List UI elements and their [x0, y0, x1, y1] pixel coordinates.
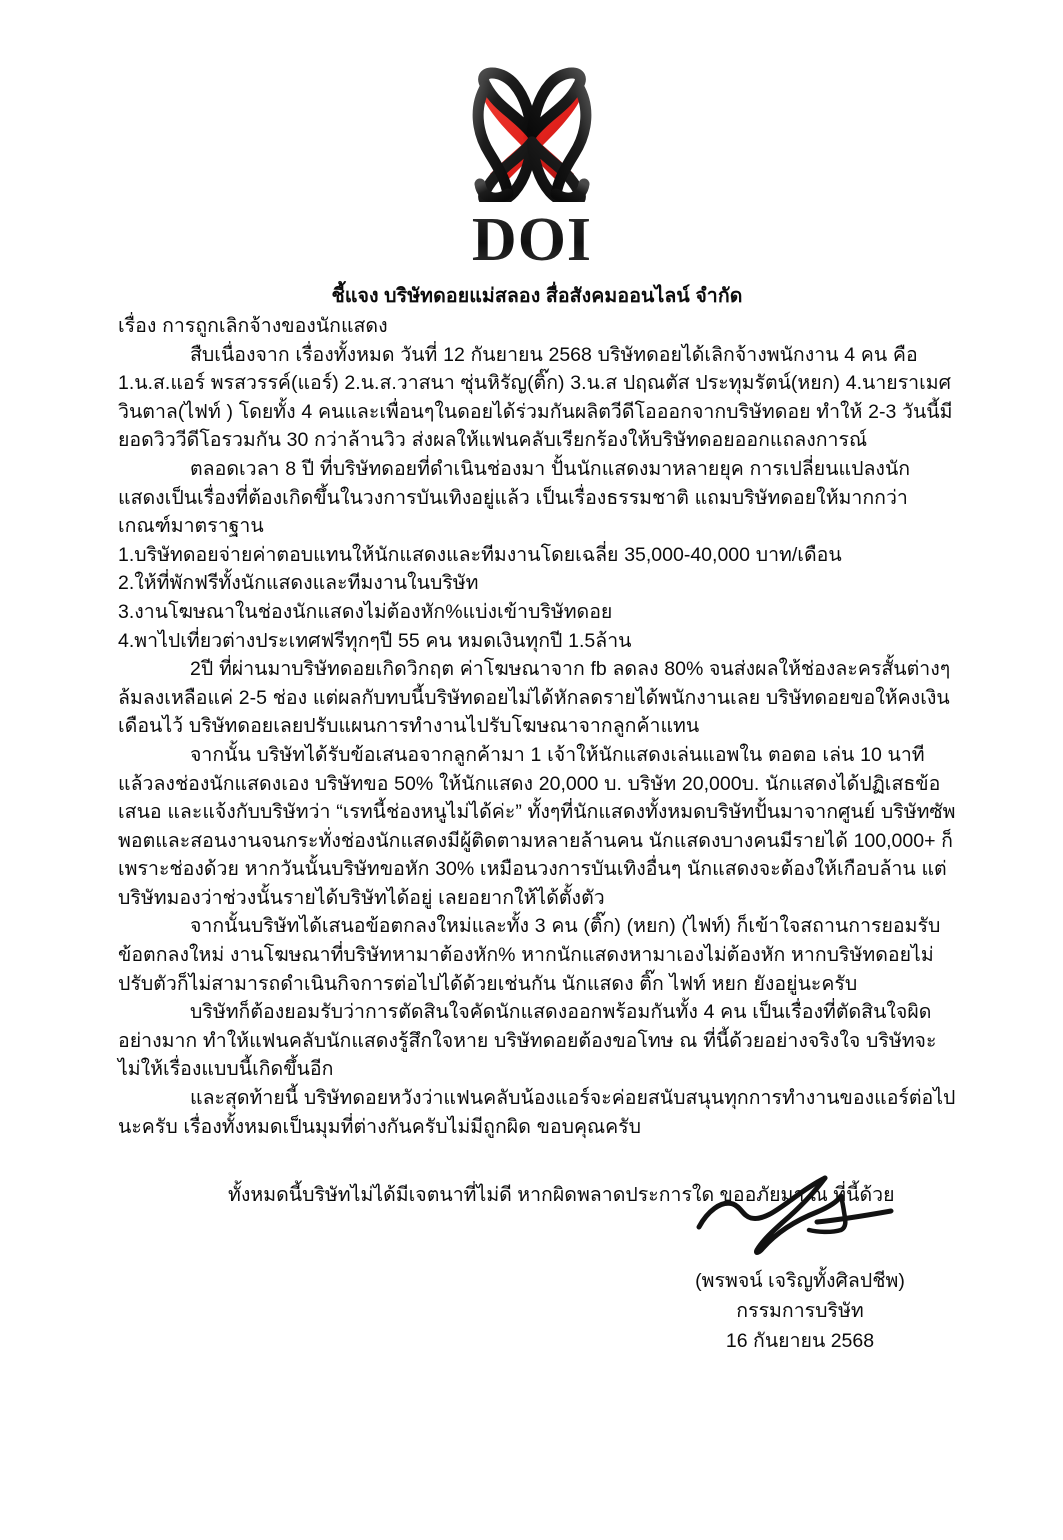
paragraph-5: จากนั้น บริษัทได้รับข้อเสนอจากลูกค้ามา 1 เจ้าให้นักแสดงเล่นแอพใน ตอตอ เล่น 10 นาทีแล้วลงช่องนักแสดงเอง บริษัทขอ 50% ให้นักแสดง 20,000 บ. บริษัท 20,000บ. นักแสดงได้ปฏิเสธข้อเสนอ และแจ้งกับบริษัทว่า “เรทนี้ช่องหนูไม่ได้ค่ะ” ทั้งๆที่นักแสดงทั้งหมดบริษัทปั้นมาจากศูนย์ บริษัทซัพพอตและสอนงานจนกระทั่งช่องนักแสดงมีผู้ติดตามหลายล้านคน นักแสดงบางคนมีรายได้ 100,000+ ก็เพราะช่องด้วย หากวันนั้นบริษัทขอหัก 30% เหมือนวงการบันเทิงอื่นๆ นักแสดงจะต้องให้เกือบล้าน แต่บริษัทมองว่าช่วงนั้นรายได้บริษัทได้อยู่ เลยอยากให้ได้ตั้งตัว: [118, 743, 956, 909]
benefit-item-2: 2.ให้ที่พักฟรีทั้งนักแสดงและทีมงานในบริษัท: [118, 572, 479, 595]
signatory-name: (พรพจน์ เจริญทั้งศิลปชีพ): [695, 1270, 905, 1292]
paragraph-8: และสุดท้ายนี้ บริษัทดอยหวังว่าแฟนคลับน้องแอร์จะค่อยสนับสนุนทุกการทำงานของแอร์ต่อไปนะครับ เรื่องทั้งหมดเป็นมุมที่ต่างกันครับไม่มีถูกผิด ขอบคุณครับ: [118, 1087, 956, 1138]
doi-butterfly-logo-icon: [456, 62, 608, 202]
page-title: ชี้แจง บริษัทดอยแม่สลอง สื่อสังคมออนไลน์ จำกัด: [331, 285, 743, 307]
paragraph-3: ตลอดเวลา 8 ปี ที่บริษัทดอยที่ดำเนินช่องมา ปั้นนักแสดงมาหลายยุค การเปลี่ยนแปลงนักแสดงเป็นเรื่องที่ต้องเกิดขึ้นในวงการบันเทิงอยู่แล้ว เป็นเรื่องธรรมชาติ แถมบริษัทดอยให้มากกว่าเกณฑ์มาตราฐาน: [118, 457, 911, 538]
document-body: [118, 283, 956, 1210]
paragraph-1: สืบเนื่องจาก เรื่องทั้งหมด วันที่ 12 กันยายน 2568 บริษัทดอยได้เลิกจ้างพนักงาน 4 คน คือ: [190, 343, 918, 366]
handwritten-signature-icon: [685, 1160, 915, 1260]
paragraph-4: 2ปี ที่ผ่านมาบริษัทดอยเกิดวิกฤต ค่าโฆษณาจาก fb ลดลง 80% จนส่งผลให้ช่องละครสั้นต่างๆ ล้มลงเหลือแค่ 2-5 ช่อง แต่ผลกับทบนี้บริษัทดอยไม่ได้หักลดรายได้พนักงานเลย บริษัทดอยขอให้คงเงินเดือนไว้ บริษัทดอยเลยปรับแผนการทำงานไปรับโฆษณาจากลูกค้าแทน: [118, 658, 951, 738]
paragraph-7: บริษัทก็ต้องยอมรับว่าการตัดสินใจคัดนักแสดงออกพร้อมกันทั้ง 4 คน เป็นเรื่องที่ตัดสินใจผิดอย่างมาก ทำให้แฟนคลับนักแสดงรู้สึกใจหาย บริษัทดอยต้องขอโทษ ณ ที่นี้ด้วยอย่างจริงใจ บริษัทจะไม่ให้เรื่องแบบนี้เกิดขึ้นอีก: [118, 1001, 937, 1081]
benefit-item-1: 1.บริษัทดอยจ่ายค่าตอบแทนให้นักแสดงและทีมงานโดยเฉลี่ย 35,000-40,000 บาท/เดือน: [118, 543, 842, 566]
signature-date: 16 กันยายน 2568: [725, 1330, 875, 1352]
company-logo-block: [0, 62, 1063, 270]
signature-block: [600, 1160, 1000, 1356]
doi-wordmark: [432, 208, 632, 270]
paragraph-2-names: 1.น.ส.แอร์ พรสวรรค์(แอร์) 2.น.ส.วาสนา ซุ่นหิรัญ(ติ๊ก) 3.น.ส ปฤณตัส ประทุมรัตน์(หยก) 4.นายราเมศ วินตาล(ไฟท์ ) โดยทั้ง 4 คนและเพื่อนๆในดอยได้ร่วมกันผลิตวีดีโอออกจากบริษัทดอย ทำให้ 2-3 วันนี้มียอดวิววีดีโอรวมกัน 30 กว่าล้านวิว ส่งผลให้แฟนคลับเรียกร้องให้บริษัทดอยออกแถลงการณ์: [118, 372, 953, 452]
benefit-item-4: 4.พาไปเที่ยวต่างประเทศฟรีทุกๆปี 55 คน หมดเงินทุกปี 1.5ล้าน: [118, 629, 632, 652]
closing-apology: ทั้งหมดนี้บริษัทไม่ได้มีเจตนาที่ไม่ดี หากผิดพลาดประการใด ขออภัยมา ณ ที่นี้ด้วย: [228, 1184, 895, 1207]
logo-black-ribbons: [478, 73, 586, 202]
subject-line: เรื่อง การถูกเลิกจ้างของนักแสดง: [118, 315, 388, 337]
paragraph-6: จากนั้นบริษัทได้เสนอข้อตกลงใหม่และทั้ง 3 คน (ติ๊ก) (หยก) (ไฟท์) ก็เข้าใจสถานการยอมรับข้อตกลงใหม่ งานโฆษณาที่บริษัทหามาต้องหัก% หากนักแสดงหามาเองไม่ต้องหัก หากบริษัทดอยไม่ปรับตัวก็ไม่สามารถดำเนินกิจการต่อไปได้ด้วยเช่นกัน นักแสดง ติ๊ก ไฟท์ หยก ยังอยู่นะครับ: [118, 915, 941, 995]
signatory-position: กรรมการบริษัท: [736, 1300, 864, 1322]
benefit-item-3: 3.งานโฆษณาในช่องนักแสดงไม่ต้องหัก%แบ่งเข้าบริษัทดอย: [118, 600, 613, 623]
doi-wordmark-text: DOI: [471, 208, 592, 270]
